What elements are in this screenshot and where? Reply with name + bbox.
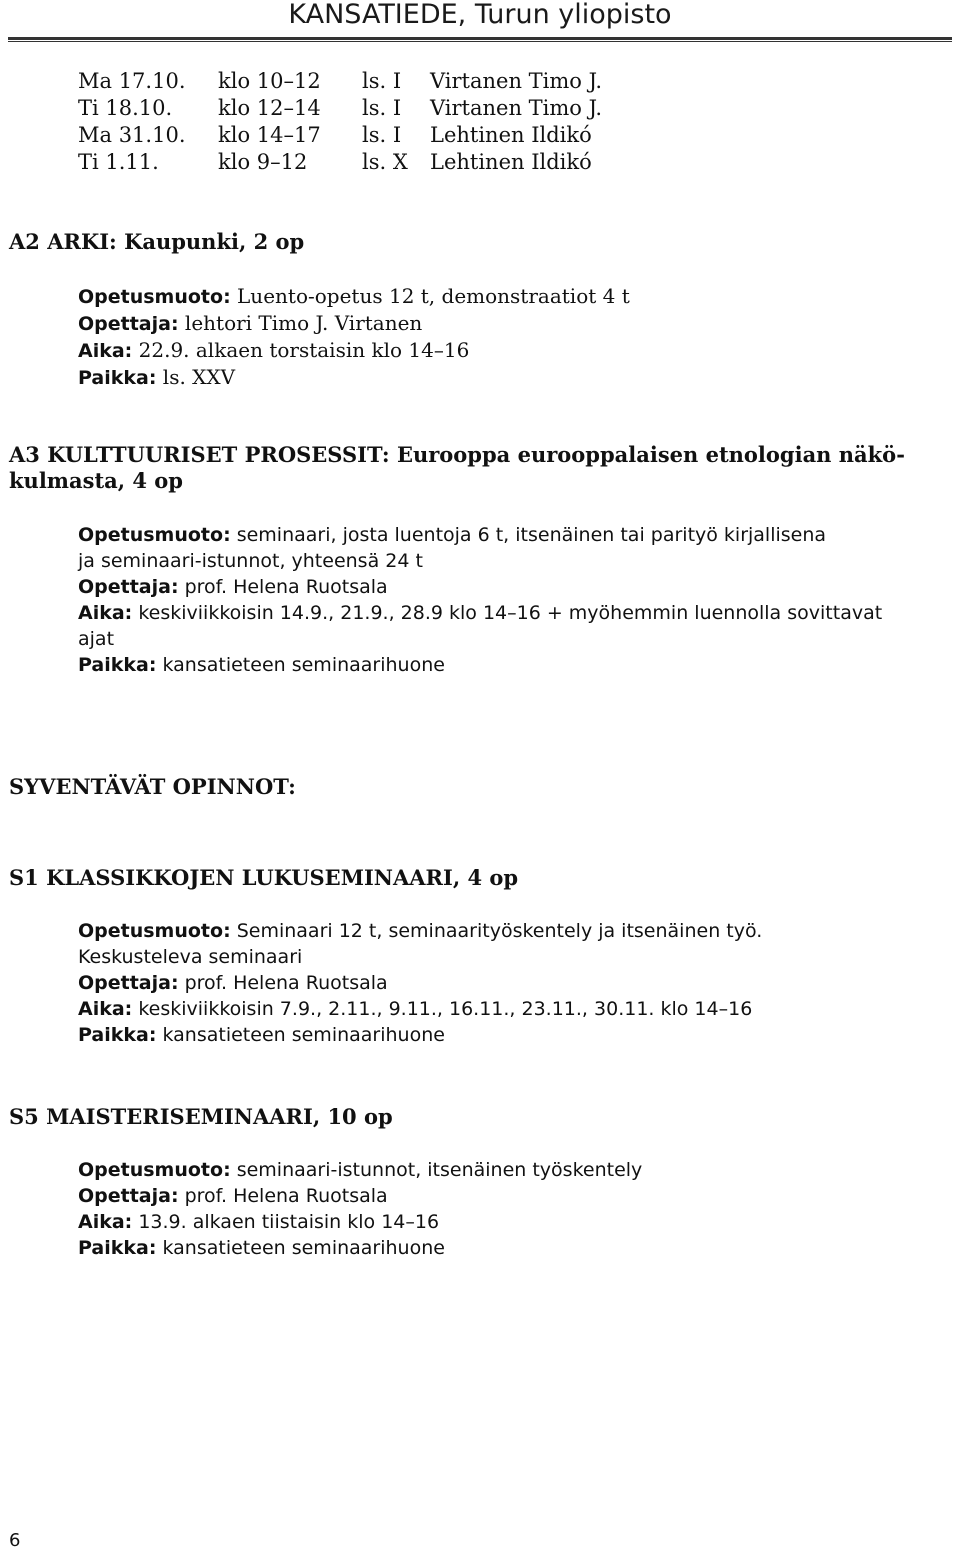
schedule-time: klo 12–14 xyxy=(218,96,321,120)
detail-label: Opetusmuoto: xyxy=(78,1159,231,1181)
schedule-day: Ma 31.10. xyxy=(78,123,186,147)
detail-label: Paikka: xyxy=(78,654,157,676)
detail-label: Aika: xyxy=(78,1211,133,1233)
detail-label: Opettaja: xyxy=(78,576,179,598)
detail-aika xyxy=(78,996,958,1022)
header-divider xyxy=(8,37,952,42)
detail-value: Seminaari 12 t, seminaarityöskentely ja itsenäinen työ. xyxy=(230,920,763,942)
detail-label: Opettaja: xyxy=(78,972,179,994)
detail-value: prof. Helena Ruotsala xyxy=(178,972,388,994)
schedule-day: Ma 17.10. xyxy=(78,69,186,93)
course-details-a2 xyxy=(78,283,958,391)
detail-value: seminaari, josta luentoja 6 t, itsenäinen tai parityö kirjallisena xyxy=(230,524,827,546)
schedule-time: klo 14–17 xyxy=(218,123,321,147)
detail-opetusmuoto xyxy=(78,918,958,944)
schedule-teacher: Lehtinen Ildikó xyxy=(430,123,592,147)
detail-label: Paikka: xyxy=(78,1024,157,1046)
course-details-s5 xyxy=(78,1157,958,1261)
schedule-room: ls. I xyxy=(362,96,402,120)
course-details-a3 xyxy=(78,522,958,678)
course-heading-line: A3 KULTTUURISET PROSESSIT: Eurooppa eurooppalaisen etnologian näkö- xyxy=(9,442,905,467)
detail-value: 13.9. alkaen tiistaisin klo 14–16 xyxy=(132,1211,440,1233)
detail-label: Aika: xyxy=(78,602,133,624)
course-heading-a2: A2 ARKI: Kaupunki, 2 op xyxy=(9,229,305,254)
page-header-title: KANSATIEDE, Turun yliopisto xyxy=(288,0,672,30)
detail-opettaja xyxy=(78,574,958,600)
detail-opetusmuoto xyxy=(78,1157,958,1183)
detail-value: ls. XXV xyxy=(156,365,236,389)
detail-continuation: ja seminaari-istunnot, yhteensä 24 t xyxy=(78,550,423,572)
schedule-time: klo 10–12 xyxy=(218,69,321,93)
section-heading-syventavat: SYVENTÄVÄT OPINNOT: xyxy=(9,774,296,799)
detail-aika xyxy=(78,600,958,626)
schedule-teacher: Virtanen Timo J. xyxy=(430,96,603,120)
page-number: 6 xyxy=(9,1530,21,1551)
detail-value: 22.9. alkaen torstaisin klo 14–16 xyxy=(132,338,470,362)
detail-paikka xyxy=(78,364,958,391)
detail-paikka xyxy=(78,652,958,678)
detail-value: kansatieteen seminaarihuone xyxy=(156,1024,445,1046)
detail-opettaja xyxy=(78,970,958,996)
schedule-day: Ti 18.10. xyxy=(78,96,173,120)
detail-continuation: ajat xyxy=(78,628,115,650)
detail-value: kansatieteen seminaarihuone xyxy=(156,1237,445,1259)
schedule-room: ls. X xyxy=(362,150,408,174)
schedule-room: ls. I xyxy=(362,123,402,147)
detail-label: Aika: xyxy=(78,340,133,362)
detail-label: Paikka: xyxy=(78,367,157,389)
schedule-day: Ti 1.11. xyxy=(78,150,159,174)
detail-label: Opetusmuoto: xyxy=(78,524,231,546)
detail-label: Paikka: xyxy=(78,1237,157,1259)
detail-value: prof. Helena Ruotsala xyxy=(178,1185,388,1207)
detail-aika xyxy=(78,337,958,364)
schedule-teacher: Lehtinen Ildikó xyxy=(430,150,592,174)
detail-opetusmuoto xyxy=(78,522,958,548)
detail-label: Opettaja: xyxy=(78,313,179,335)
detail-label: Opetusmuoto: xyxy=(78,920,231,942)
detail-label: Aika: xyxy=(78,998,133,1020)
schedule-room: ls. I xyxy=(362,69,402,93)
detail-value: Luento-opetus 12 t, demonstraatiot 4 t xyxy=(230,284,630,308)
schedule-teacher: Virtanen Timo J. xyxy=(430,69,603,93)
detail-value: keskiviikkoisin 7.9., 2.11., 9.11., 16.11., 23.11., 30.11. klo 14–16 xyxy=(132,998,753,1020)
course-heading-line: kulmasta, 4 op xyxy=(9,468,183,493)
detail-opettaja xyxy=(78,1183,958,1209)
detail-value: prof. Helena Ruotsala xyxy=(178,576,388,598)
course-heading-a3 xyxy=(9,442,905,494)
course-heading-s5: S5 MAISTERISEMINAARI, 10 op xyxy=(9,1104,393,1129)
detail-value: lehtori Timo J. Virtanen xyxy=(178,311,423,335)
course-details-s1 xyxy=(78,918,958,1048)
detail-opetusmuoto xyxy=(78,283,958,310)
detail-paikka xyxy=(78,1022,958,1048)
detail-opettaja xyxy=(78,310,958,337)
detail-paikka xyxy=(78,1235,958,1261)
detail-label: Opetusmuoto: xyxy=(78,286,231,308)
detail-label: Opettaja: xyxy=(78,1185,179,1207)
detail-value: kansatieteen seminaarihuone xyxy=(156,654,445,676)
schedule-time: klo 9–12 xyxy=(218,150,308,174)
detail-aika xyxy=(78,1209,958,1235)
detail-value: keskiviikkoisin 14.9., 21.9., 28.9 klo 14–16 + myöhemmin luennolla sovittavat xyxy=(132,602,883,624)
course-heading-s1: S1 KLASSIKKOJEN LUKUSEMINAARI, 4 op xyxy=(9,865,519,890)
detail-value: seminaari-istunnot, itsenäinen työskentely xyxy=(230,1159,643,1181)
detail-continuation: Keskusteleva seminaari xyxy=(78,946,303,968)
